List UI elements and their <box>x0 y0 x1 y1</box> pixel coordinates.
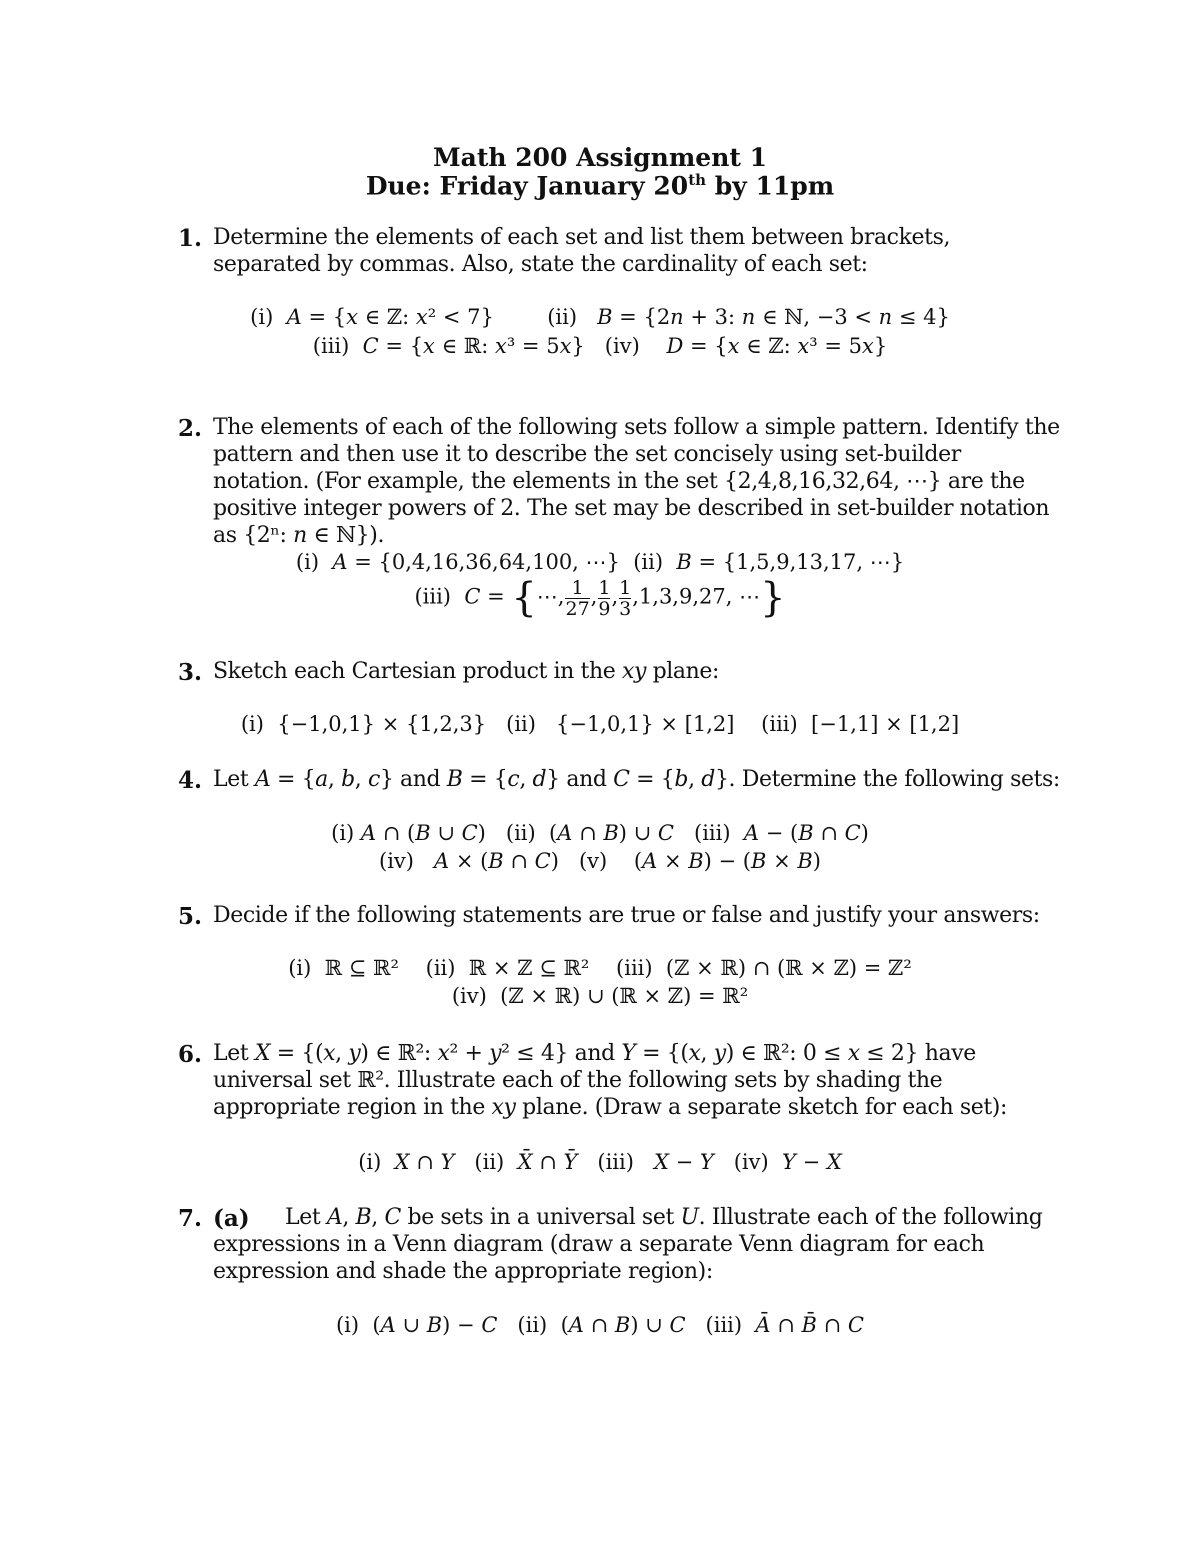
question-5-math-line-1: (i) ℝ ⊆ ℝ² (ii) ℝ × ℤ ⊆ ℝ² (iii) (ℤ × ℝ) ∩ (ℝ × ℤ) = ℤ² <box>288 956 912 980</box>
question-6-math-line-1: (i) 𝑋 ∩ 𝑌 (ii) 𝑋̄ ∩ 𝑌̄ (iii) 𝑋 − 𝑌 (iv) 𝑌 − 𝑋 <box>358 1150 842 1174</box>
question-6-number: 6. <box>178 1041 203 1068</box>
question-1-number: 1. <box>178 225 203 252</box>
question-1-text: Determine the elements of each set and list them between brackets, separated by commas. Also, state the cardinality of each set: <box>213 225 951 277</box>
question-7-text: Let 𝐴, 𝐵, 𝐶 be sets in a universal set 𝑈. Illustrate each of the following expressions in a Venn diagram (draw a separate Venn diagram for each expression and shade the appropriate region): <box>213 1205 1043 1284</box>
fraction-1-3 <box>619 578 631 619</box>
set-c-label: (iii) 𝐶 = <box>414 584 512 609</box>
question-4-number: 4. <box>178 767 203 794</box>
fraction-1-9 <box>598 578 610 619</box>
question-7-part-label: (a) <box>213 1205 250 1232</box>
due-date <box>0 171 1200 200</box>
question-2-text: The elements of each of the following sets follow a simple pattern. Identify the pattern and then use it to describe the set concisely using set-builder notation. (For example, the elements in the set {2,4,8,16,32,64, ⋯} are the positive integer powers of 2. The set may be described in set-builder notation as {2ⁿ: 𝑛 ∈ ℕ}). <box>213 415 1060 548</box>
fraction-1-27 <box>565 578 589 619</box>
fraction-numerator: 1 <box>571 576 584 599</box>
question-5-number: 5. <box>178 903 203 930</box>
assignment-title: Math 200 Assignment 1 <box>432 143 768 172</box>
question-3-number: 3. <box>178 659 203 686</box>
question-7-number: 7. <box>178 1205 203 1232</box>
question-4-math-line-1: (i) 𝐴 ∩ (𝐵 ∪ 𝐶) (ii) (𝐴 ∩ 𝐵) ∪ 𝐶 (iii) 𝐴 − (𝐵 ∩ 𝐶) <box>331 821 869 845</box>
fraction-numerator: 1 <box>619 576 632 599</box>
question-2-math-line-1: (i) 𝐴 = {0,4,16,36,64,100, ⋯} (ii) 𝐵 = {1,5,9,13,17, ⋯} <box>295 550 905 574</box>
due-date-ordinal: th <box>688 171 707 189</box>
question-2-number: 2. <box>178 415 203 442</box>
question-2-math-line-2: (iii) 𝐶 = {⋯, $\frac{1}{27}$ , $\frac{1}{9}$ , $\frac{1}{3}$ ,1,3,9,27, ⋯} <box>414 575 786 621</box>
question-3-math-line-1: (i) {−1,0,1} × {1,2,3} (ii) {−1,0,1} × [1,2] (iii) [−1,1] × [1,2] <box>240 712 960 736</box>
open-brace: { <box>511 575 537 621</box>
question-3-text: Sketch each Cartesian product in the 𝑥𝑦 plane: <box>213 659 720 684</box>
question-5-math-line-2: (iv) (ℤ × ℝ) ∪ (ℝ × ℤ) = ℝ² <box>451 984 749 1008</box>
leading-dots: ⋯, <box>536 584 565 609</box>
fraction-denominator: 9 <box>598 597 611 620</box>
question-6-text: Let 𝑋 = {(𝑥, 𝑦) ∈ ℝ²: 𝑥² + 𝑦² ≤ 4} and 𝑌 = {(𝑥, 𝑦) ∈ ℝ²: 0 ≤ 𝑥 ≤ 2} have universal set ℝ². Illustrate each of the following sets by shading the appropriate region in the 𝑥𝑦 plane. (Draw a separate sketch for each set): <box>213 1041 1007 1120</box>
fraction-denominator: 3 <box>619 597 632 620</box>
question-4-math-line-2: (iv) 𝐴 × (𝐵 ∩ 𝐶) (v) (𝐴 × 𝐵) − (𝐵 × 𝐵) <box>379 849 821 873</box>
due-date-main: Due: Friday January 20 <box>365 171 689 201</box>
question-1-math-line-1: (i) 𝐴 = {𝑥 ∈ ℤ: 𝑥² < 7} (ii) 𝐵 = {2𝑛 + 3: 𝑛 ∈ ℕ, −3 < 𝑛 ≤ 4} <box>250 305 950 329</box>
fraction-denominator: 27 <box>565 597 590 620</box>
question-5-text: Decide if the following statements are true or false and justify your answers: <box>213 903 1040 928</box>
close-brace: } <box>760 575 786 621</box>
fraction-numerator: 1 <box>598 576 611 599</box>
question-4-text: Let 𝐴 = {𝑎, 𝑏, 𝑐} and 𝐵 = {𝑐, 𝑑} and 𝐶 = {𝑏, 𝑑}. Determine the following sets: <box>213 767 1060 792</box>
trailing-elements: ,1,3,9,27, ⋯ <box>632 584 761 609</box>
due-date-time: by 11pm <box>706 171 835 201</box>
question-1-math-line-2: (iii) 𝐶 = {𝑥 ∈ ℝ: 𝑥³ = 5𝑥} (iv) 𝐷 = {𝑥 ∈ ℤ: 𝑥³ = 5𝑥} <box>312 334 888 358</box>
question-7-math-line-1: (i) (𝐴 ∪ 𝐵) − 𝐶 (ii) (𝐴 ∩ 𝐵) ∪ 𝐶 (iii) 𝐴̄ ∩ 𝐵̄ ∩ 𝐶 <box>335 1313 864 1337</box>
